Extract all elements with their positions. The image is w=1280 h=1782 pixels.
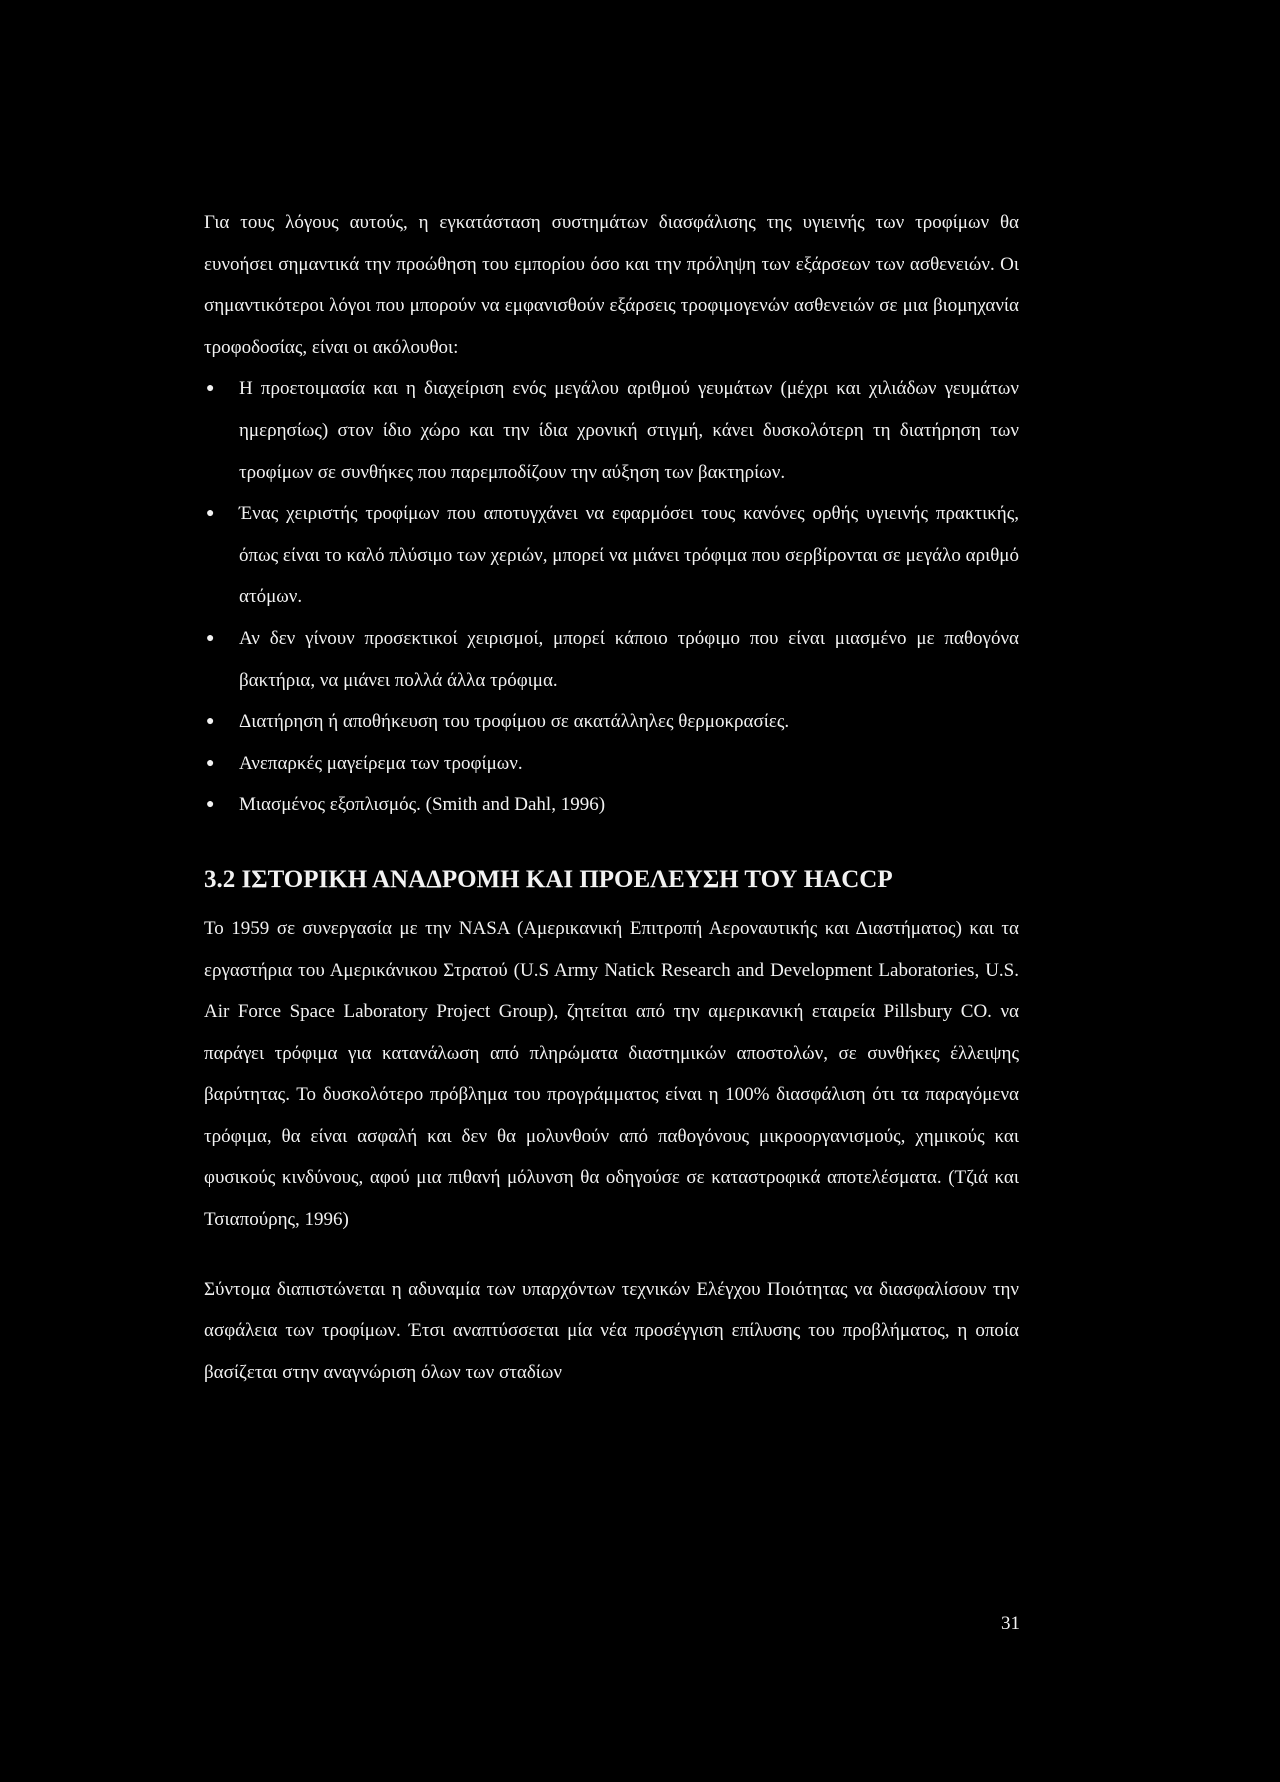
list-item-text: Η προετοιμασία και η διαχείριση ενός μεγάλου αριθμού γευμάτων (μέχρι και χιλιάδων γευμάτων ημερησίως) στον ίδιο χώρο και την ίδια χρονική στιγμή, κάνει δυσκολότερη τη διατήρηση των τροφίμων σε συνθήκες που παρεμποδίζουν την αύξηση των βακτηρίων. <box>239 378 1019 483</box>
list-item <box>204 701 1019 743</box>
page-number: 31 <box>1001 1613 1020 1634</box>
bullet-icon: ● <box>206 797 215 813</box>
list-item <box>204 743 1019 785</box>
list-item <box>204 368 1019 493</box>
bullet-icon: ● <box>206 714 215 730</box>
bullet-icon: ● <box>206 381 215 397</box>
list-item-text: Ένας χειριστής τροφίμων που αποτυγχάνει να εφαρμόσει τους κανόνες ορθής υγιεινής πρακτικής, όπως είναι το καλό πλύσιμο των χεριών, μπορεί να μιάνει τρόφιμα που σερβίρονται σε μεγάλο αριθμό ατόμων. <box>239 503 1019 608</box>
paragraph-spacer <box>204 1241 1019 1269</box>
list-item <box>204 618 1019 701</box>
document-page <box>204 202 1019 1393</box>
list-item-text: Μιασμένος εξοπλισμός. (Smith and Dahl, 1996) <box>239 794 606 816</box>
bullet-icon: ● <box>206 755 215 771</box>
list-item-text: Διατήρηση ή αποθήκευση του τροφίμου σε ακατάλληλες θερμοκρασίες. <box>239 711 790 733</box>
list-item <box>204 784 1019 826</box>
causes-list <box>204 368 1019 826</box>
intro-paragraph: Για τους λόγους αυτούς, η εγκατάσταση συστημάτων διασφάλισης της υγιεινής των τροφίμων θα ευνοήσει σημαντικά την προώθηση του εμπορίου όσο και την πρόληψη των εξάρσεων των ασθενειών. Οι σημαντικότεροι λόγοι που μπορούν να εμφανισθούν εξάρσεις τροφιμογενών ασθενειών σε μια βιομηχανία τροφοδοσίας, είναι οι ακόλουθοι: <box>204 212 1019 358</box>
bullet-icon: ● <box>206 630 215 646</box>
list-item-text: Αν δεν γίνουν προσεκτικοί χειρισμοί, μπορεί κάποιο τρόφιμο που είναι μιασμένο με παθογόνα βακτήρια, να μιάνει πολλά άλλα τρόφιμα. <box>239 627 1019 691</box>
list-item <box>204 493 1019 618</box>
list-item-text: Ανεπαρκές μαγείρεμα των τροφίμων. <box>239 752 523 774</box>
bullet-icon: ● <box>206 506 215 522</box>
history-paragraph: Το 1959 σε συνεργασία με την NASA (Αμερικανική Επιτροπή Αεροναυτικής και Διαστήματος) και τα εργαστήρια του Αμερικάνικου Στρατού (U.S Army Natick Research and Development Laboratories, U.S. Air Force Space Laboratory Project Group), ζητείται από την αμερικανική εταιρεία Pillsbury CO. να παράγει τρόφιμα για κατανάλωση από πληρώματα διαστημικών αποστολών, σε συνθήκες έλλειψης βαρύτητας. Το δυσκολότερο πρόβλημα του προγράμματος είναι η 100% διασφάλιση ότι τα παραγόμενα τρόφιμα, θα είναι ασφαλή και δεν θα μολυνθούν από παθογόνους μικροοργανισμούς, χημικούς και φυσικούς κινδύνους, αφού μια πιθανή μόλυνση θα οδηγούσε σε καταστροφικά αποτελέσματα. (Τζιά και Τσιαπούρης, 1996) <box>204 917 1019 1231</box>
limitations-paragraph: Σύντομα διαπιστώνεται η αδυναμία των υπαρχόντων τεχνικών Ελέγχου Ποιότητας να διασφαλίσουν την ασφάλεια των τροφίμων. Έτσι αναπτύσσεται μία νέα προσέγγιση επίλυσης του προβλήματος, η οποία βασίζεται στην αναγνώριση όλων των σταδίων <box>204 1278 1019 1383</box>
section-heading: 3.2 ΙΣΤΟΡΙΚΗ ΑΝΑΔΡΟΜΗ ΚΑΙ ΠΡΟΕΛΕΥΣΗ ΤΟΥ HACCP <box>204 865 893 893</box>
